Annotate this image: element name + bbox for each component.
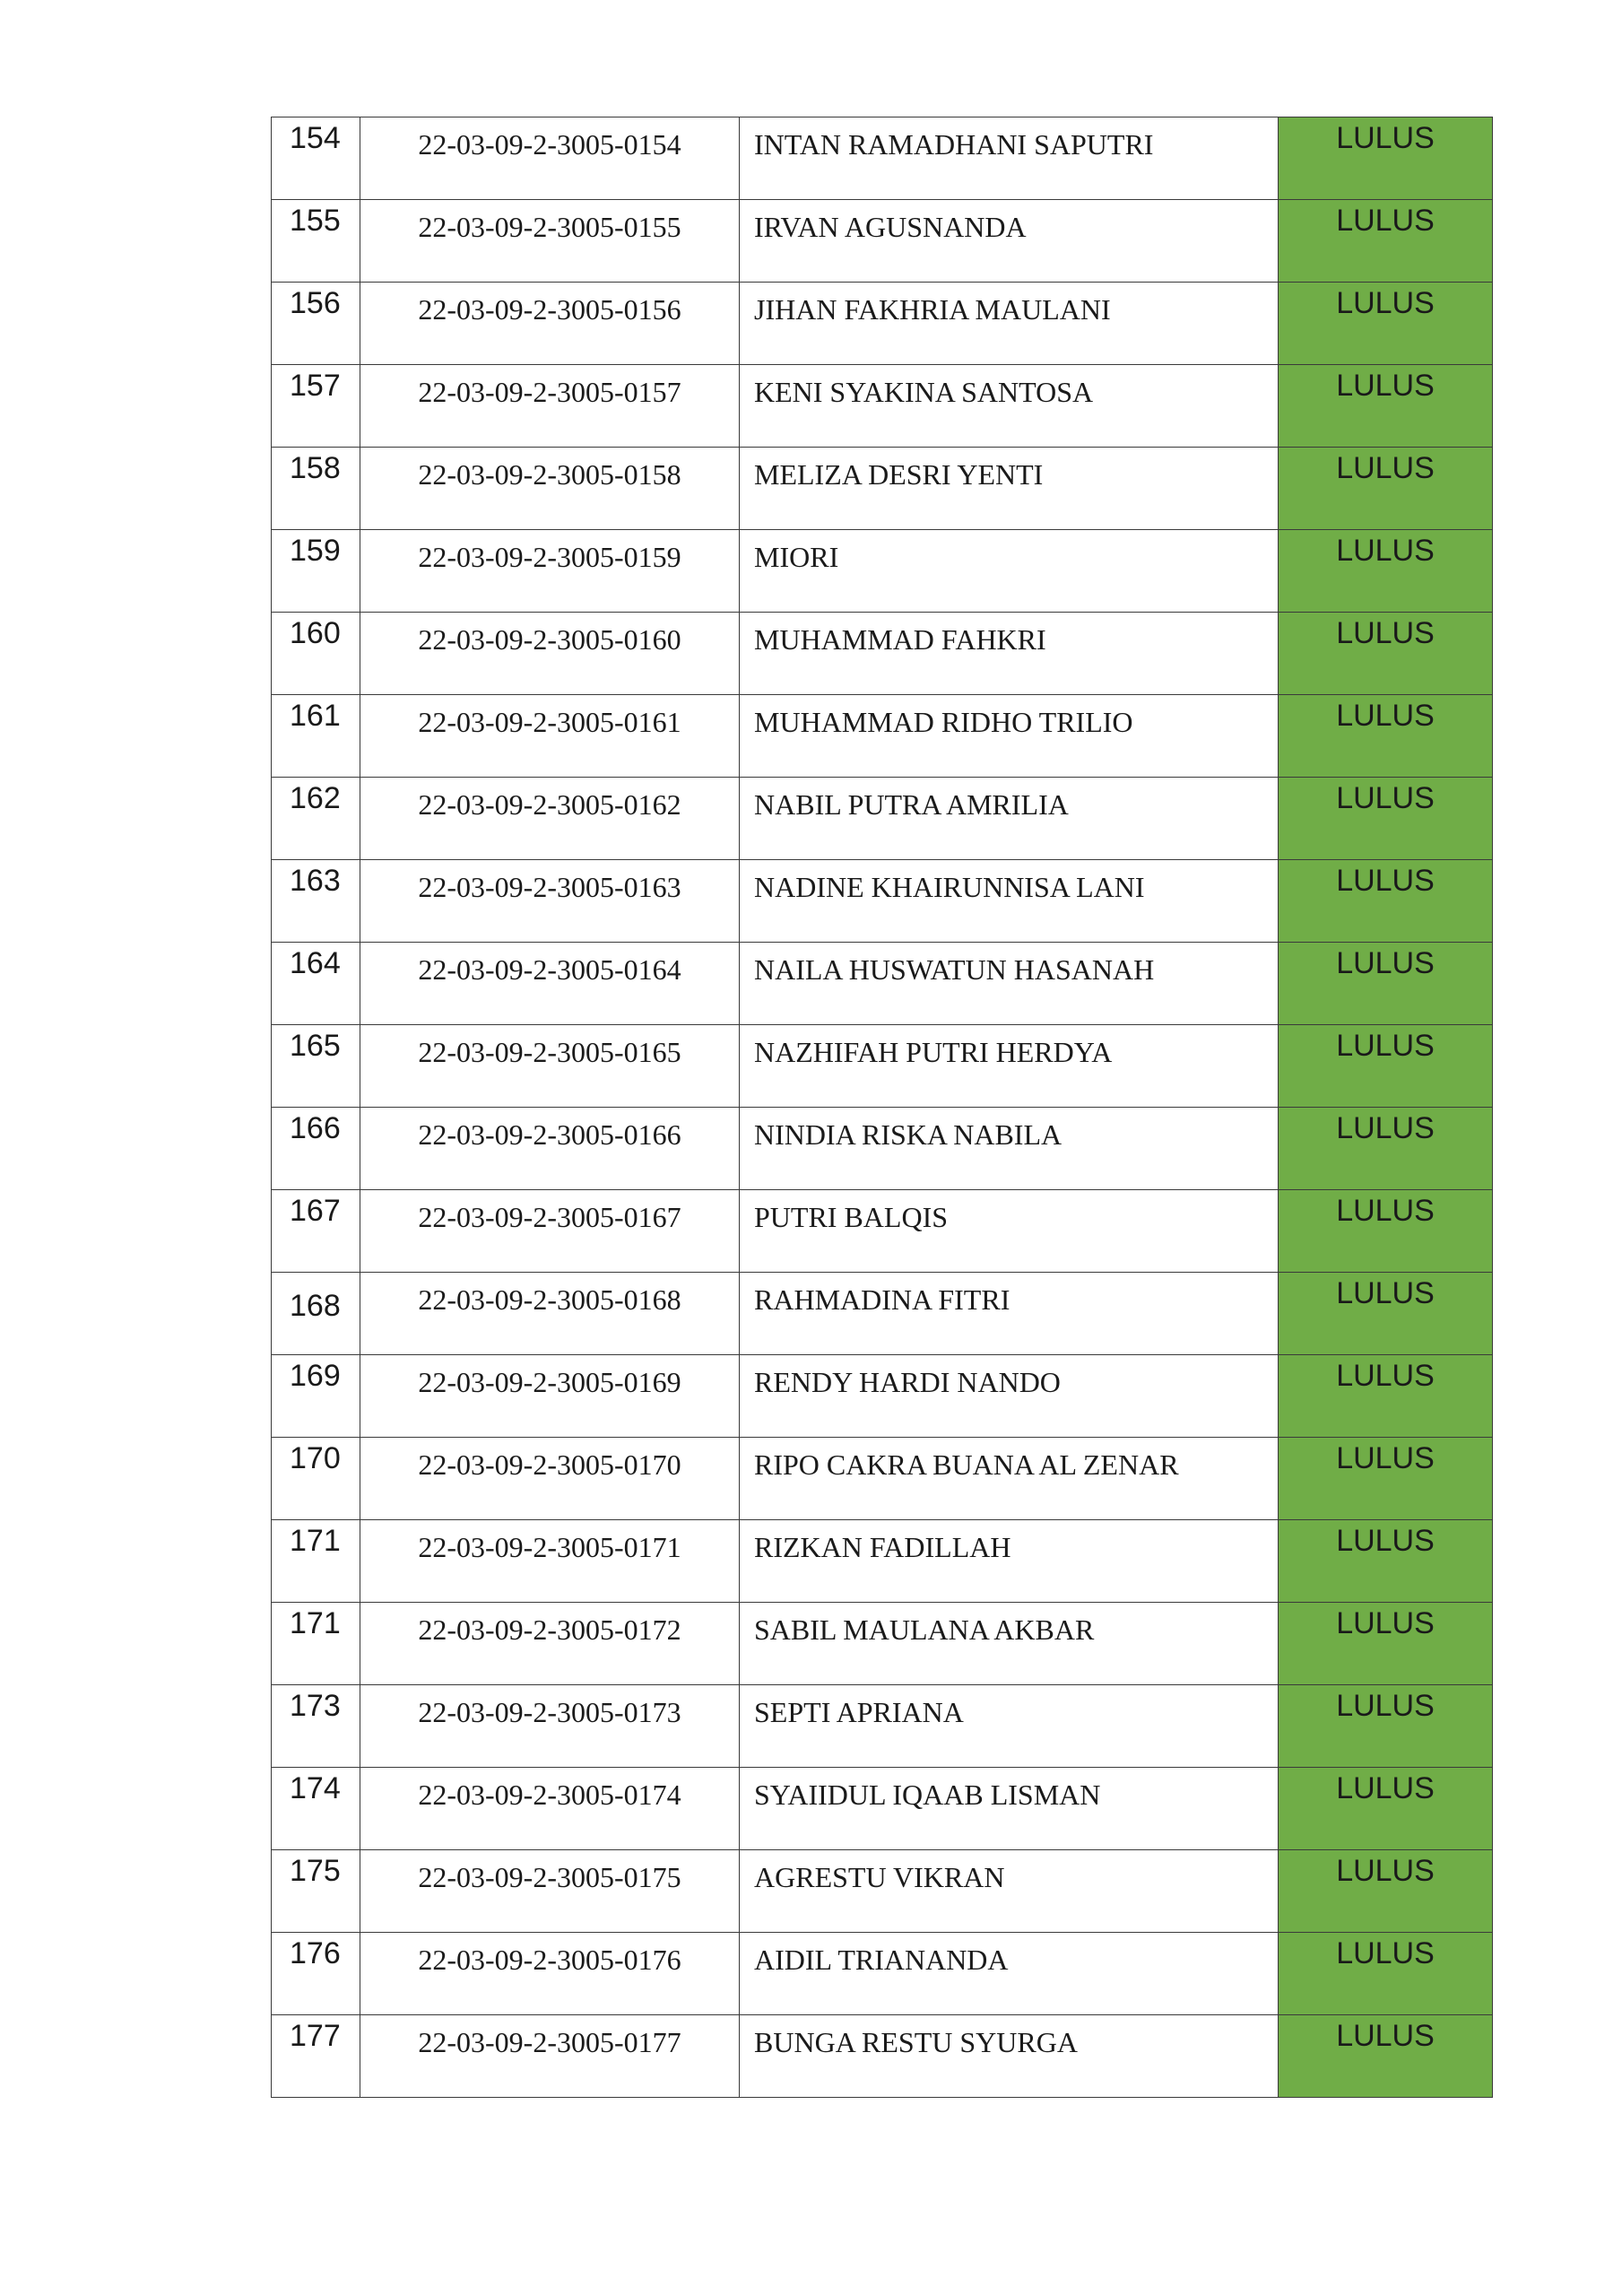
- student-id-cell: 22-03-09-2-3005-0161: [360, 695, 740, 778]
- status-cell: LULUS: [1279, 530, 1493, 613]
- row-number-cell: 164: [272, 943, 360, 1025]
- student-id-cell: 22-03-09-2-3005-0157: [360, 365, 740, 448]
- row-number-cell: 162: [272, 778, 360, 860]
- row-number-cell: 154: [272, 117, 360, 200]
- status-cell: LULUS: [1279, 1933, 1493, 2015]
- table-row: [272, 943, 1493, 1025]
- table-row: [272, 1850, 1493, 1933]
- student-name-cell: IRVAN AGUSNANDA: [740, 200, 1279, 283]
- status-cell: LULUS: [1279, 1108, 1493, 1190]
- table-row: [272, 1355, 1493, 1438]
- student-id-cell: 22-03-09-2-3005-0174: [360, 1768, 740, 1850]
- status-cell: LULUS: [1279, 778, 1493, 860]
- status-cell: LULUS: [1279, 1438, 1493, 1520]
- student-name-cell: SABIL MAULANA AKBAR: [740, 1603, 1279, 1685]
- student-name-cell: KENI SYAKINA SANTOSA: [740, 365, 1279, 448]
- student-name-cell: PUTRI BALQIS: [740, 1190, 1279, 1273]
- row-number-cell: 157: [272, 365, 360, 448]
- student-id-cell: 22-03-09-2-3005-0173: [360, 1685, 740, 1768]
- student-name-cell: SEPTI APRIANA: [740, 1685, 1279, 1768]
- row-number-cell: 155: [272, 200, 360, 283]
- student-id-cell: 22-03-09-2-3005-0164: [360, 943, 740, 1025]
- student-name-cell: NAILA HUSWATUN HASANAH: [740, 943, 1279, 1025]
- table-row: [272, 1685, 1493, 1768]
- student-name-cell: AGRESTU VIKRAN: [740, 1850, 1279, 1933]
- table-row: [272, 1190, 1493, 1273]
- student-id-cell: 22-03-09-2-3005-0159: [360, 530, 740, 613]
- student-id-cell: 22-03-09-2-3005-0155: [360, 200, 740, 283]
- table-row: [272, 860, 1493, 943]
- row-number-cell: 173: [272, 1685, 360, 1768]
- student-id-cell: 22-03-09-2-3005-0162: [360, 778, 740, 860]
- table-row: [272, 613, 1493, 695]
- status-cell: LULUS: [1279, 2015, 1493, 2098]
- student-name-cell: MUHAMMAD FAHKRI: [740, 613, 1279, 695]
- row-number-cell: 175: [272, 1850, 360, 1933]
- student-name-cell: JIHAN FAKHRIA MAULANI: [740, 283, 1279, 365]
- student-id-cell: 22-03-09-2-3005-0169: [360, 1355, 740, 1438]
- student-name-cell: NADINE KHAIRUNNISA LANI: [740, 860, 1279, 943]
- student-id-cell: 22-03-09-2-3005-0177: [360, 2015, 740, 2098]
- student-id-cell: 22-03-09-2-3005-0154: [360, 117, 740, 200]
- student-id-cell: 22-03-09-2-3005-0171: [360, 1520, 740, 1603]
- table-row: [272, 2015, 1493, 2098]
- status-cell: LULUS: [1279, 117, 1493, 200]
- status-cell: LULUS: [1279, 283, 1493, 365]
- student-name-cell: RIPO CAKRA BUANA AL ZENAR: [740, 1438, 1279, 1520]
- table-row: [272, 117, 1493, 200]
- status-cell: LULUS: [1279, 860, 1493, 943]
- student-id-cell: 22-03-09-2-3005-0158: [360, 448, 740, 530]
- row-number-cell: 158: [272, 448, 360, 530]
- row-number-cell: 171: [272, 1603, 360, 1685]
- student-name-cell: INTAN RAMADHANI SAPUTRI: [740, 117, 1279, 200]
- student-id-cell: 22-03-09-2-3005-0166: [360, 1108, 740, 1190]
- status-cell: LULUS: [1279, 1190, 1493, 1273]
- student-name-cell: NAZHIFAH PUTRI HERDYA: [740, 1025, 1279, 1108]
- status-cell: LULUS: [1279, 1685, 1493, 1768]
- table-row: [272, 530, 1493, 613]
- row-number-cell: 163: [272, 860, 360, 943]
- status-cell: LULUS: [1279, 1850, 1493, 1933]
- student-name-cell: MUHAMMAD RIDHO TRILIO: [740, 695, 1279, 778]
- status-cell: LULUS: [1279, 1273, 1493, 1355]
- student-id-cell: 22-03-09-2-3005-0163: [360, 860, 740, 943]
- row-number-cell: 177: [272, 2015, 360, 2098]
- results-table: [271, 117, 1493, 2098]
- table-row: [272, 1025, 1493, 1108]
- table-row: [272, 1108, 1493, 1190]
- table-row: [272, 1438, 1493, 1520]
- table-row: [272, 200, 1493, 283]
- student-name-cell: NINDIA RISKA NABILA: [740, 1108, 1279, 1190]
- row-number-cell: 170: [272, 1438, 360, 1520]
- row-number-cell: 171: [272, 1520, 360, 1603]
- status-cell: LULUS: [1279, 1520, 1493, 1603]
- status-cell: LULUS: [1279, 695, 1493, 778]
- student-name-cell: RAHMADINA FITRI: [740, 1273, 1279, 1355]
- row-number-cell: 169: [272, 1355, 360, 1438]
- row-number-cell: 168: [272, 1273, 360, 1355]
- status-cell: LULUS: [1279, 613, 1493, 695]
- student-id-cell: 22-03-09-2-3005-0170: [360, 1438, 740, 1520]
- table-row: [272, 448, 1493, 530]
- student-name-cell: RIZKAN FADILLAH: [740, 1520, 1279, 1603]
- student-name-cell: MELIZA DESRI YENTI: [740, 448, 1279, 530]
- student-name-cell: MIORI: [740, 530, 1279, 613]
- student-name-cell: BUNGA RESTU SYURGA: [740, 2015, 1279, 2098]
- student-id-cell: 22-03-09-2-3005-0165: [360, 1025, 740, 1108]
- row-number-cell: 167: [272, 1190, 360, 1273]
- row-number-cell: 174: [272, 1768, 360, 1850]
- row-number-cell: 161: [272, 695, 360, 778]
- status-cell: LULUS: [1279, 1603, 1493, 1685]
- row-number-cell: 159: [272, 530, 360, 613]
- row-number-cell: 176: [272, 1933, 360, 2015]
- status-cell: LULUS: [1279, 943, 1493, 1025]
- row-number-cell: 156: [272, 283, 360, 365]
- table-row: [272, 778, 1493, 860]
- table-row: [272, 365, 1493, 448]
- status-cell: LULUS: [1279, 1355, 1493, 1438]
- student-id-cell: 22-03-09-2-3005-0160: [360, 613, 740, 695]
- table-row: [272, 1768, 1493, 1850]
- table-row: [272, 1273, 1493, 1355]
- table-row: [272, 1603, 1493, 1685]
- student-id-cell: 22-03-09-2-3005-0167: [360, 1190, 740, 1273]
- table-row: [272, 1520, 1493, 1603]
- table-row: [272, 1933, 1493, 2015]
- student-name-cell: SYAIIDUL IQAAB LISMAN: [740, 1768, 1279, 1850]
- row-number-cell: 166: [272, 1108, 360, 1190]
- status-cell: LULUS: [1279, 1768, 1493, 1850]
- status-cell: LULUS: [1279, 200, 1493, 283]
- student-name-cell: RENDY HARDI NANDO: [740, 1355, 1279, 1438]
- status-cell: LULUS: [1279, 448, 1493, 530]
- student-id-cell: 22-03-09-2-3005-0176: [360, 1933, 740, 2015]
- table-row: [272, 695, 1493, 778]
- row-number-cell: 165: [272, 1025, 360, 1108]
- status-cell: LULUS: [1279, 365, 1493, 448]
- student-name-cell: NABIL PUTRA AMRILIA: [740, 778, 1279, 860]
- student-name-cell: AIDIL TRIANANDA: [740, 1933, 1279, 2015]
- row-number-cell: 160: [272, 613, 360, 695]
- results-table-body: [272, 117, 1493, 2098]
- student-id-cell: 22-03-09-2-3005-0168: [360, 1273, 740, 1355]
- status-cell: LULUS: [1279, 1025, 1493, 1108]
- table-row: [272, 283, 1493, 365]
- student-id-cell: 22-03-09-2-3005-0172: [360, 1603, 740, 1685]
- student-id-cell: 22-03-09-2-3005-0156: [360, 283, 740, 365]
- student-id-cell: 22-03-09-2-3005-0175: [360, 1850, 740, 1933]
